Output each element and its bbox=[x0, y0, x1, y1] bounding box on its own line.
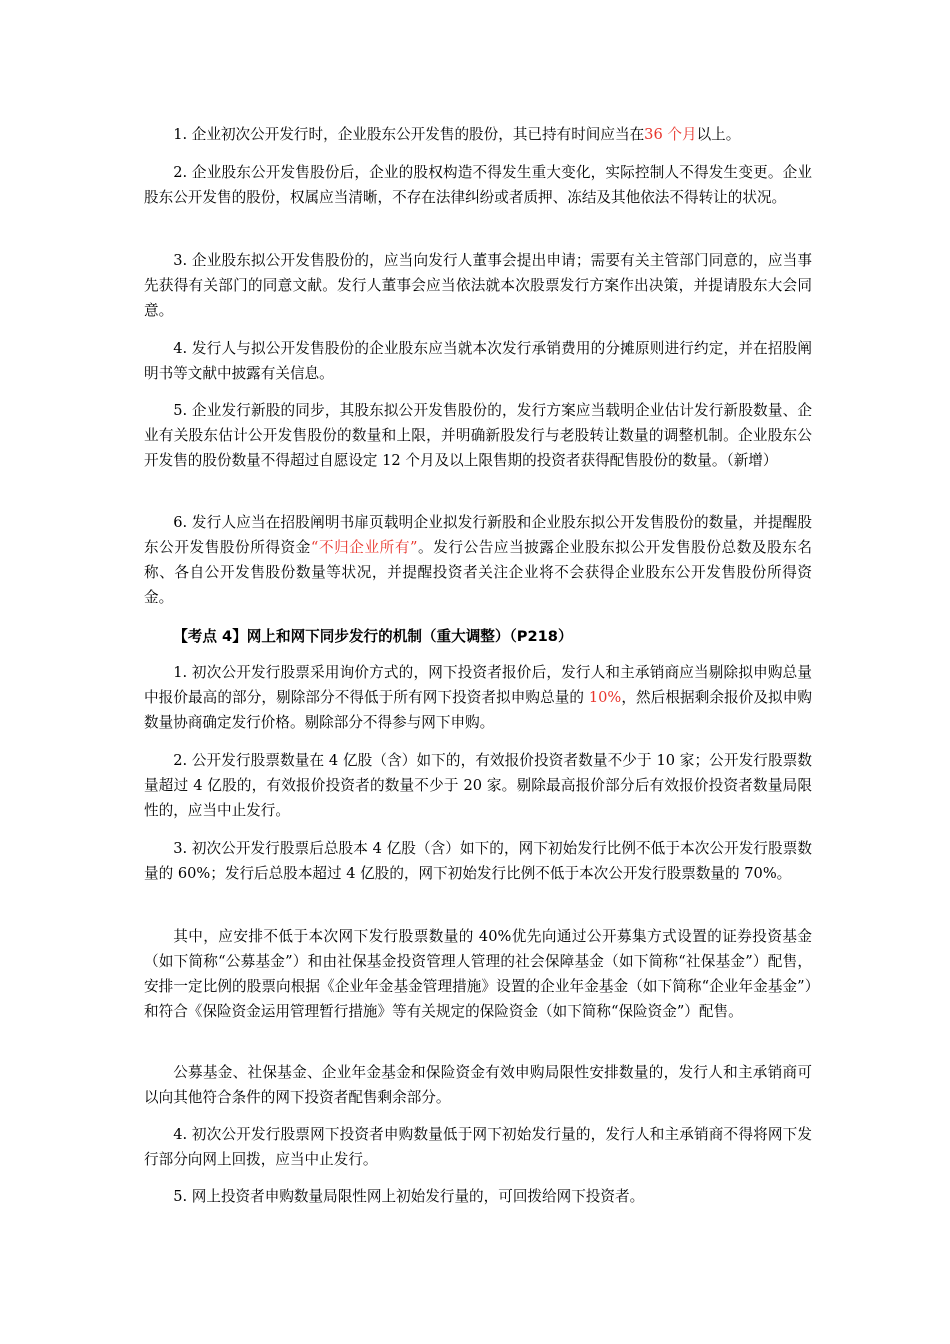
highlight-36-months: 36 个月 bbox=[644, 126, 697, 143]
paragraph-4: 4. 发行人与拟公开发售股份的企业股东应当就本次发行承销费用的分摊原则进行约定，并在招股阐明书等文献中披露有关信息。 bbox=[144, 340, 812, 382]
paragraph-3: 3. 企业股东拟公开发售股份的，应当向发行人董事会提出申请；需要有关主管部门同意的，应当事先获得有关部门的同意文献。发行人董事会应当依法就本次股票发行方案作出决策，并提请股东大会同意。 bbox=[144, 252, 812, 319]
paragraph-9: 3. 初次公开发行股票后总股本 4 亿股（含）如下的，网下初始发行比例不低于本次公开发行股票数量的 60%；发行后总股本超过 4 亿股的，网下初始发行比例不低于本次公开发行股票数量的 70%。 bbox=[144, 840, 812, 882]
paragraph-7 bbox=[144, 660, 812, 735]
paragraph-6 bbox=[144, 510, 812, 610]
paragraph-6-text: 6. 发行人应当在招股阐明书扉页载明企业拟发行新股和企业股东拟公开发售股份的数量，并提醒股东公开发售股份所得资金 bbox=[144, 514, 812, 556]
paragraph-10: 其中，应安排不低于本次网下发行股票数量的 40%优先向通过公开募集方式设置的证券投资基金（如下简称“公募基金”）和由社保基金投资管理人管理的社会保障基金（如下简称“社保基金”）配售，安排一定比例的股票向根据《企业年金基金管理措施》设置的企业年金基金（如下简称“企业年金基金”）和符合《保险资金运用管理暂行措施》等有关规定的保险资金（如下简称“保险资金”）配售。 bbox=[144, 928, 812, 1020]
paragraph-7-text: 1. 初次公开发行股票采用询价方式的，网下投资者报价后，发行人和主承销商应当剔除拟申购总量中报价最高的部分，剔除部分不得低于所有网下投资者拟申购总量的 bbox=[144, 664, 812, 706]
paragraph-11: 公募基金、社保基金、企业年金基金和保险资金有效申购局限性安排数量的，发行人和主承销商可以向其他符合条件的网下投资者配售剩余部分。 bbox=[144, 1064, 812, 1106]
paragraph-8: 2. 公开发行股票数量在 4 亿股（含）如下的，有效报价投资者数量不少于 10 家；公开发行股票数量超过 4 亿股的，有效报价投资者的数量不少于 20 家。剔除最高报价部分后有效报价投资者数量局限性的，应当中止发行。 bbox=[144, 752, 812, 819]
paragraph-6-tail: 。发行公告应当披露企业股东拟公开发售股份总数及股东名称、各自公开发售股份数量等状况，并提醒投资者关注企业将不会获得企业股东公开发售股份所得资金。 bbox=[144, 539, 812, 606]
paragraph-5: 5. 企业发行新股的同步，其股东拟公开发售股份的，发行方案应当载明企业估计发行新股数量、企业有关股东估计公开发售股份的数量和上限，并明确新股发行与老股转让数量的调整机制。企业股东公开发售的股份数量不得超过自愿设定 12 个月及以上限售期的投资者获得配售股份的数量。（新增） bbox=[144, 402, 812, 469]
highlight-10-percent: 10% bbox=[588, 689, 622, 706]
paragraph-1 bbox=[144, 122, 812, 147]
paragraph-7-tail: ，然后根据剩余报价及拟申购数量协商确定发行价格。剔除部分不得参与网下申购。 bbox=[144, 689, 812, 731]
paragraph-1-text: 1. 企业初次公开发行时，企业股东公开发售的股份，其已持有时间应当在 bbox=[173, 126, 645, 143]
paragraph-12: 4. 初次公开发行股票网下投资者申购数量低于网下初始发行量的，发行人和主承销商不得将网下发行部分向网上回拨，应当中止发行。 bbox=[144, 1126, 812, 1168]
section-heading: 【考点 4】网上和网下同步发行的机制（重大调整）（P218） bbox=[173, 628, 573, 645]
highlight-not-company-owned: “不归企业所有” bbox=[310, 539, 418, 556]
paragraph-13: 5. 网上投资者申购数量局限性网上初始发行量的，可回拨给网下投资者。 bbox=[173, 1188, 645, 1205]
paragraph-2: 2. 企业股东公开发售股份后，企业的股权构造不得发生重大变化，实际控制人不得发生变更。企业股东公开发售的股份，权属应当清晰，不存在法律纠纷或者质押、冻结及其他依法不得转让的状况。 bbox=[144, 164, 812, 206]
paragraph-1-tail: 以上。 bbox=[696, 126, 741, 143]
